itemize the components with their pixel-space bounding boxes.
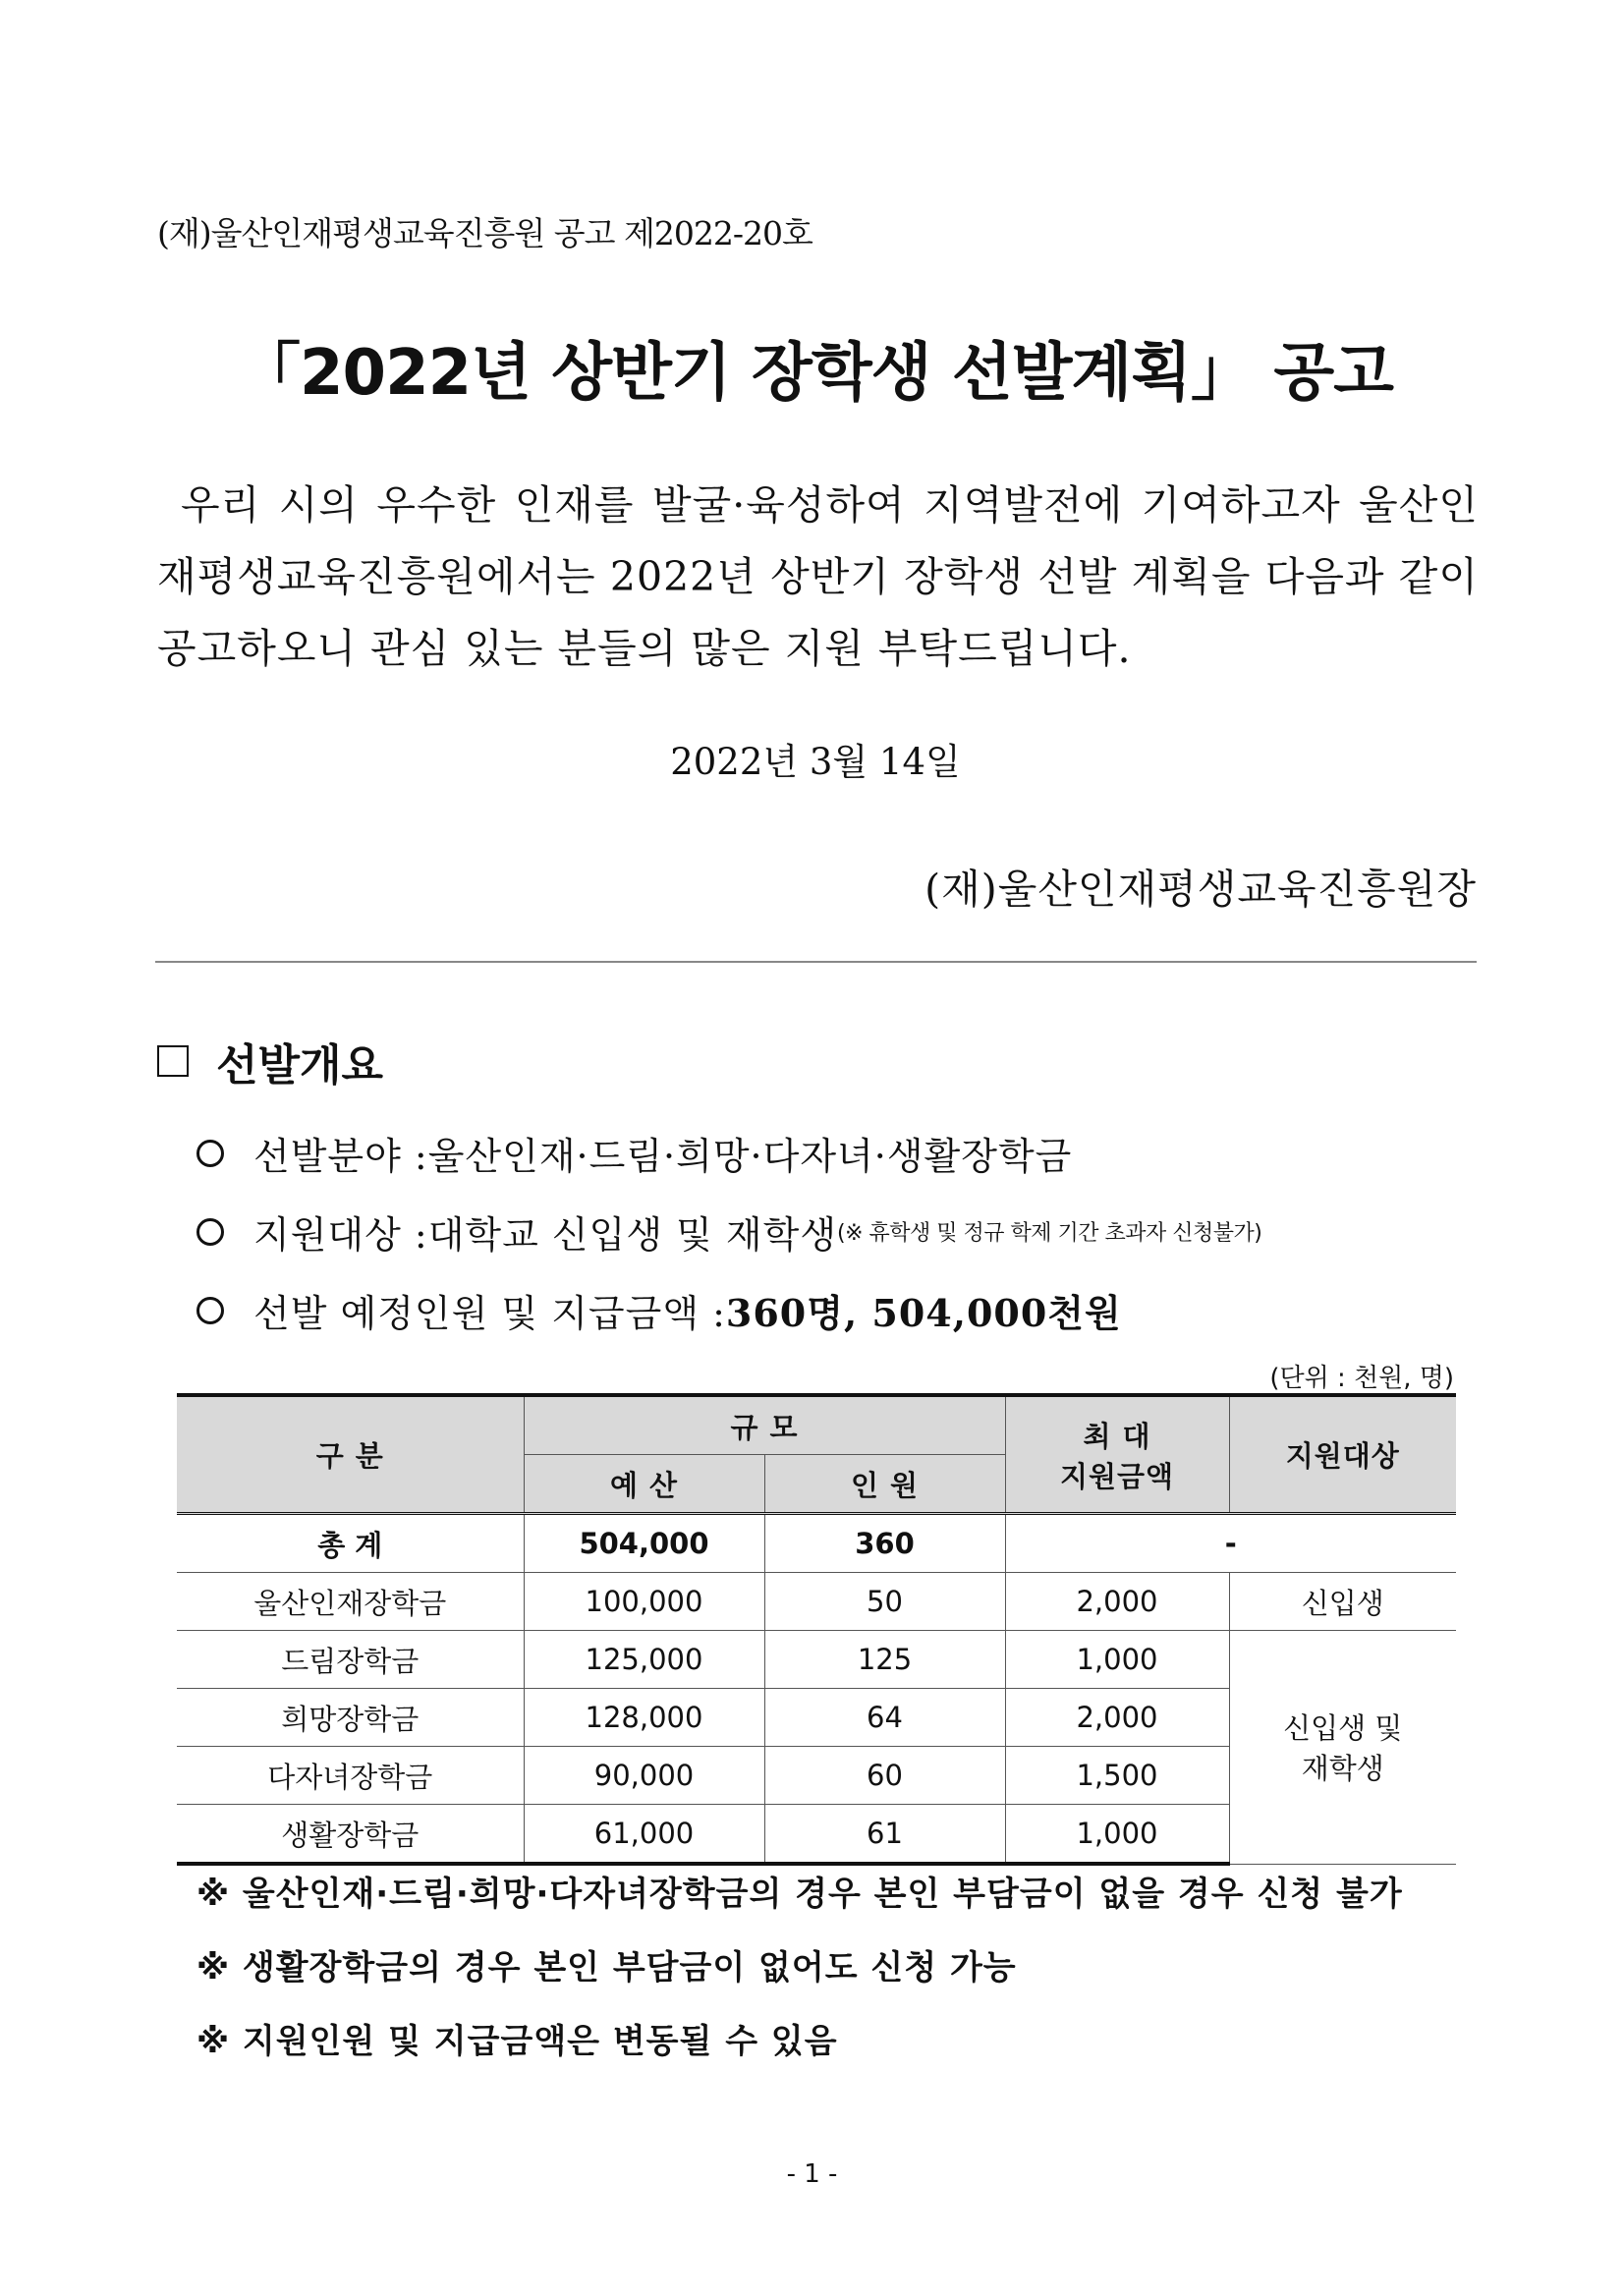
row-name: 다자녀장학금 [177, 1747, 524, 1805]
target-line2: 재학생 [1301, 1752, 1384, 1786]
header-budget: 예 산 [524, 1455, 764, 1514]
row-name: 희망장학금 [177, 1689, 524, 1747]
bullet-plan [196, 1283, 1122, 1337]
header-max-line2: 지원금액 [1059, 1459, 1175, 1493]
row-name: 생활장학금 [177, 1805, 524, 1865]
bullet-plan-value: 360명, 504,000천원 [725, 1291, 1122, 1335]
header-category: 구 분 [177, 1395, 524, 1514]
total-people: 360 [764, 1514, 1005, 1573]
page-number: - 1 - [786, 2159, 838, 2189]
header-max [1005, 1395, 1229, 1514]
bullet-field-value: 울산인재·드림·희망·다자녀·생활장학금 [427, 1135, 1073, 1178]
row-budget: 100,000 [524, 1573, 764, 1631]
table-row-total [177, 1514, 1456, 1573]
target-line1: 신입생 및 [1283, 1711, 1403, 1746]
total-budget: 504,000 [524, 1514, 764, 1573]
row-budget: 90,000 [524, 1747, 764, 1805]
page-title: 「2022년 상반기 장학생 선발계획」 공고 [238, 337, 1393, 410]
row-budget: 128,000 [524, 1689, 764, 1747]
header-max-line1: 최 대 [1083, 1419, 1151, 1453]
row-people: 50 [764, 1573, 1005, 1631]
header-target: 지원대상 [1229, 1395, 1456, 1514]
note-2: ※ 생활장학금의 경우 본인 부담금이 없어도 신청 가능 [196, 1948, 1017, 1988]
notice-date: 2022년 3월 14일 [670, 741, 961, 783]
row-max: 2,000 [1005, 1573, 1229, 1631]
notice-number: (재)울산인재평생교육진흥원 공고 제2022-20호 [157, 214, 812, 252]
bullet-target-note: (※ 휴학생 및 정규 학제 기간 초과자 신청불가) [837, 1221, 1262, 1246]
table-row [177, 1631, 1456, 1689]
signer: (재)울산인재평생교육진흥원장 [924, 866, 1477, 913]
row-budget: 61,000 [524, 1805, 764, 1865]
circle-bullet-icon [196, 1140, 224, 1167]
table-row [177, 1573, 1456, 1631]
total-max: - [1005, 1514, 1456, 1573]
bullet-target-value: 대학교 신입생 및 재학생 [427, 1213, 838, 1257]
unit-note: (단위 : 천원, 명) [1269, 1364, 1454, 1393]
circle-bullet-icon [196, 1297, 224, 1324]
row-max: 2,000 [1005, 1689, 1229, 1747]
divider [155, 961, 1477, 963]
row-name: 드림장학금 [177, 1631, 524, 1689]
circle-bullet-icon [196, 1218, 224, 1246]
row-target: 신입생 [1229, 1573, 1456, 1631]
row-people: 60 [764, 1747, 1005, 1805]
bullet-target-label: 지원대상 : [253, 1213, 428, 1257]
square-bullet-icon [157, 1045, 189, 1077]
row-target-merged [1229, 1631, 1456, 1865]
bullet-plan-label: 선발 예정인원 및 지급금액 : [253, 1292, 726, 1335]
scholarship-table [177, 1393, 1456, 1866]
note-3: ※ 지원인원 및 지급금액은 변동될 수 있음 [196, 2022, 838, 2061]
row-max: 1,000 [1005, 1805, 1229, 1865]
row-people: 125 [764, 1631, 1005, 1689]
total-label: 총 계 [177, 1514, 524, 1573]
row-people: 61 [764, 1805, 1005, 1865]
header-people: 인 원 [764, 1455, 1005, 1514]
bullet-field [196, 1126, 1072, 1180]
section-title: 선발개요 [216, 1040, 384, 1091]
row-max: 1,000 [1005, 1631, 1229, 1689]
bullet-target [196, 1204, 1261, 1259]
bullet-field-label: 선발분야 : [253, 1135, 428, 1178]
row-max: 1,500 [1005, 1747, 1229, 1805]
row-people: 64 [764, 1689, 1005, 1747]
note-1: ※ 울산인재·드림·희망·다자녀장학금의 경우 본인 부담금이 없을 경우 신청 불가 [196, 1875, 1403, 1914]
row-name: 울산인재장학금 [177, 1573, 524, 1631]
row-budget: 125,000 [524, 1631, 764, 1689]
intro-paragraph: 우리 시의 우수한 인재를 발굴·육성하여 지역발전에 기여하고자 울산인재평생교육진흥원에서는 2022년 상반기 장학생 선발 계획을 다음과 같이 공고하오니 관심 있는 분들의 많은 지원 부탁드립니다. [157, 481, 1479, 672]
header-scale: 규 모 [524, 1395, 1005, 1455]
section-heading [157, 1030, 383, 1092]
